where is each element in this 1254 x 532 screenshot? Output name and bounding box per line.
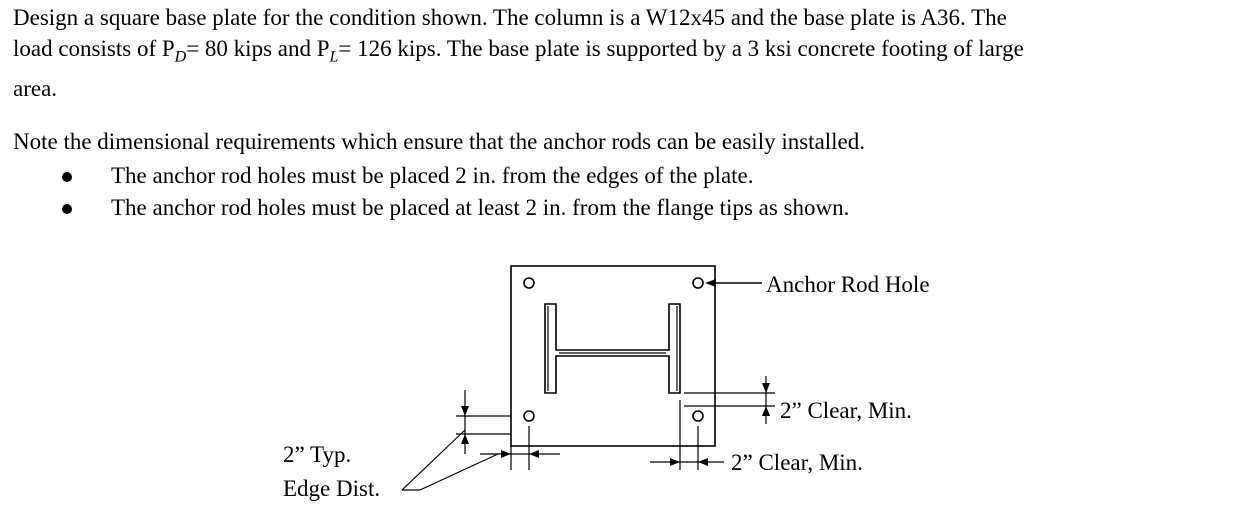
clear-min-vertical-label: 2” Clear, Min.	[780, 398, 912, 423]
anchor-hole-top-right	[693, 278, 703, 288]
note-paragraph: Note the dimensional requirements which ensure that the anchor rods can be easily installed.	[13, 129, 866, 154]
list-item: The anchor rod holes must be placed at least 2 in. from the flange tips as shown.	[0, 192, 1254, 224]
anchor-hole-bottom-left	[524, 411, 534, 421]
problem-line-3: area.	[13, 75, 58, 101]
anchor-rod-hole-label: Anchor Rod Hole	[766, 272, 930, 297]
typ-edge-label-line2: Edge Dist.	[283, 476, 381, 501]
w-shape-column	[545, 304, 680, 393]
bullet-icon	[62, 204, 72, 214]
pl-subscript: L	[329, 48, 339, 66]
problem-line-2: load consists of $P_D= 80$ kips and $P_L= 126$ kips. The base plate is supported by a 3 ksi concrete footing of large	[13, 36, 1024, 66]
base-plate-diagram	[0, 240, 1254, 532]
anchor-hole-top-left	[524, 278, 534, 288]
problem-statement	[13, 2, 1238, 104]
typ-edge-label-line1: 2” Typ.	[283, 442, 352, 467]
problem-line-1: Design a square base plate for the condition shown. The column is a W12x45 and the base plate is A36. The	[13, 5, 1007, 30]
requirements-list	[0, 160, 1254, 224]
pd-subscript: D	[174, 48, 187, 66]
anchor-hole-bottom-right	[693, 411, 703, 421]
bullet-icon	[62, 172, 72, 182]
clear-min-horizontal-label: 2” Clear, Min.	[731, 450, 863, 475]
list-item: The anchor rod holes must be placed 2 in. from the edges of the plate.	[0, 160, 1254, 192]
